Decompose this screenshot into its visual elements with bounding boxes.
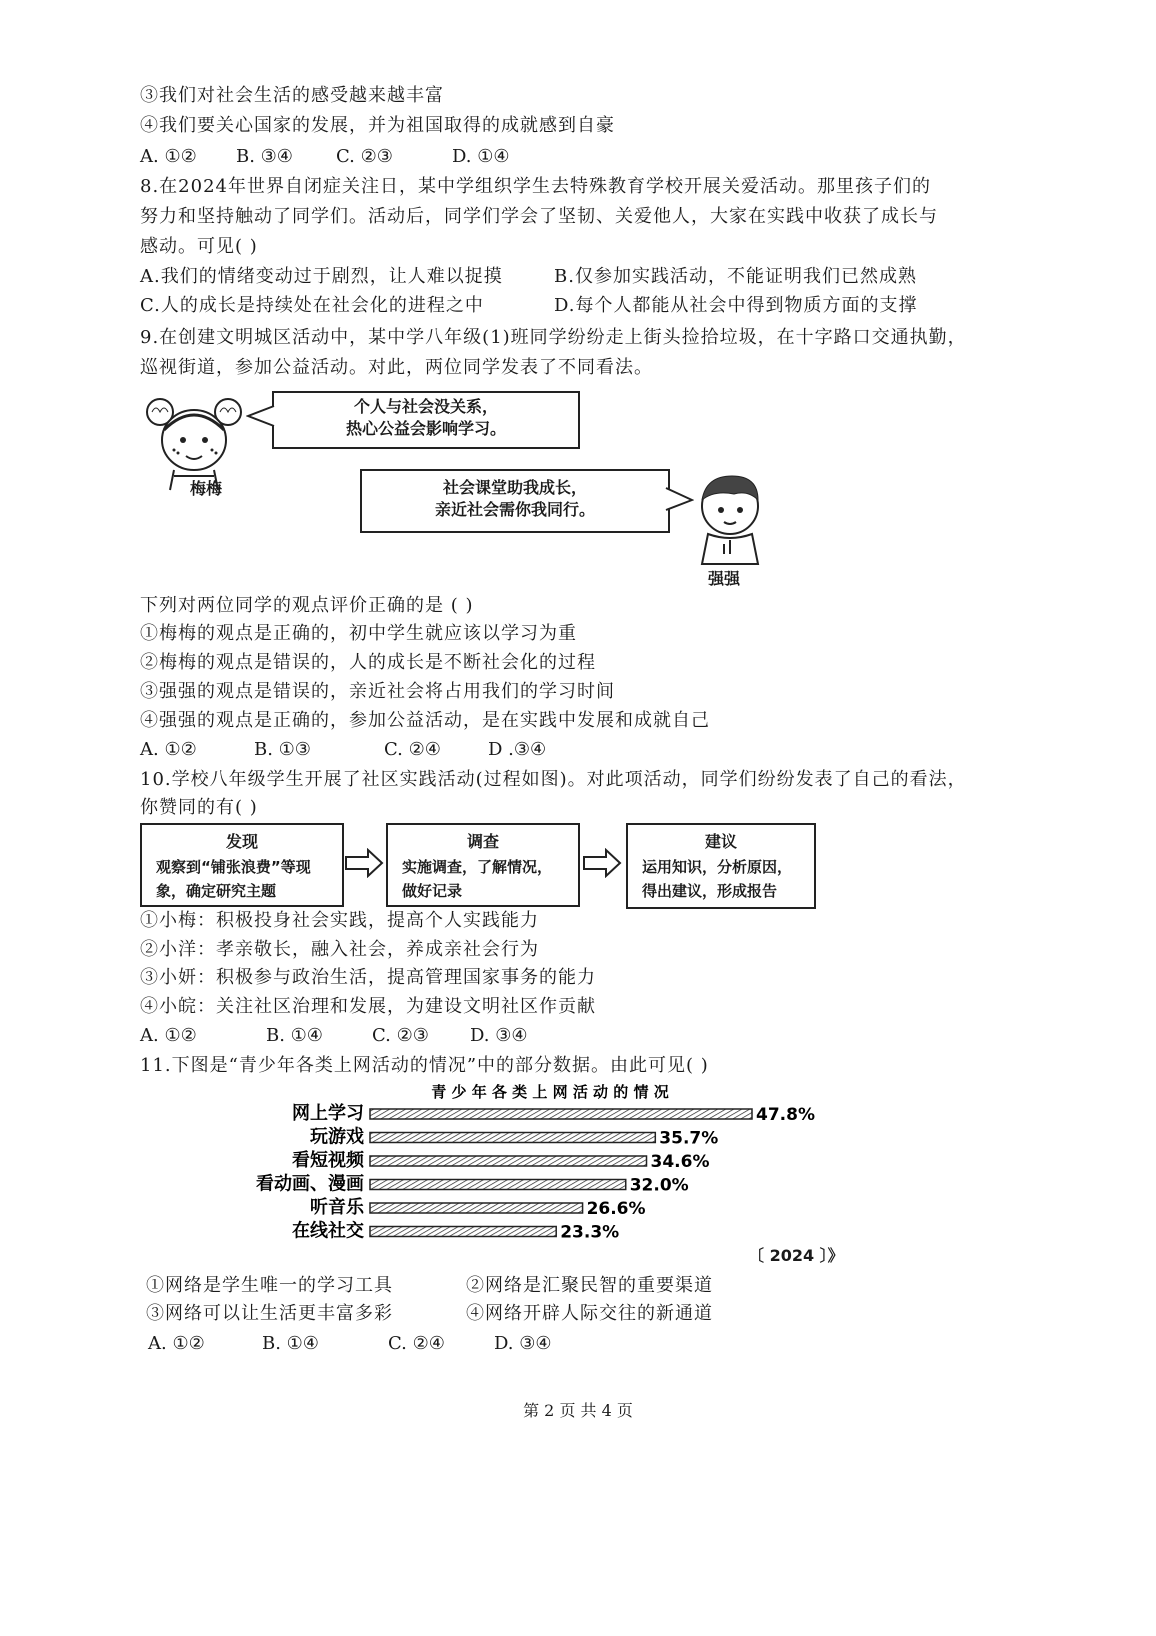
q9-item-4: ④强强的观点是正确的，参加公益活动，是在实践中发展和成就自己 (140, 710, 710, 731)
chart-value-label: 35.7% (659, 1128, 719, 1149)
chart-category-label: 玩游戏 (310, 1126, 364, 1148)
q9-stem-line-1: 9.在创建文明城区活动中，某中学八年级(1)班同学纷纷走上街头捡拾垃圾，在十字路口交通执勤， (140, 327, 967, 348)
flow-step-investigate-title: 调查 (466, 832, 499, 851)
chart-value-label: 34.6% (650, 1152, 710, 1172)
meimei-name: 梅梅 (190, 479, 223, 498)
meimei-speech-line-1: 个人与社会没关系， (353, 397, 498, 416)
chart-source-year: 〔 2024 〕》 (748, 1246, 844, 1265)
chart-category-label: 在线社交 (292, 1220, 364, 1242)
flow-step-discover (140, 823, 344, 907)
q8-stem-line-2: 努力和坚持触动了同学们。活动后，同学们学会了坚韧、关爱他人，大家在实践中收获了成长与 (140, 206, 938, 227)
flow-step-investigate (386, 823, 580, 907)
q10-option-a: A. ①② (140, 1025, 197, 1046)
q8-option-c: C.人的成长是持续处在社会化的进程之中 (140, 295, 484, 316)
page-footer: 第 2 页 共 4 页 (523, 1401, 633, 1420)
q11-option-b: B. ①④ (262, 1333, 319, 1354)
qiangqiang-speech-line-2: 亲近社会需你我同行。 (434, 500, 595, 519)
q9-option-c: C. ②④ (384, 739, 441, 760)
chart-bar (370, 1227, 556, 1237)
q8-option-a: A.我们的情绪变动过于剧烈，让人难以捉摸 (140, 266, 503, 287)
chart-bar (370, 1156, 647, 1166)
q11-stem: 11.下图是“青少年各类上网活动的情况”中的部分数据。由此可见( ) (140, 1055, 709, 1076)
q10-option-c: C. ②③ (372, 1025, 429, 1046)
q10-item-3: ③小妍：积极参与政治生活，提高管理国家事务的能力 (140, 967, 596, 988)
chart-bar (370, 1109, 752, 1119)
flow-step-discover-title: 发现 (225, 832, 258, 851)
flow-arrow-1-icon (344, 848, 384, 878)
chart-category-label: 看动画、漫画 (256, 1173, 364, 1195)
online-activity-bar-chart (180, 1082, 860, 1252)
q11-option-d: D. ③④ (494, 1333, 552, 1354)
q9-option-d: D .③④ (488, 739, 547, 760)
chart-bar (370, 1203, 583, 1213)
flow-step-investigate-text-2: 做好记录 (402, 882, 463, 900)
q9-option-a: A. ①② (140, 739, 197, 760)
q10-option-d: D. ③④ (470, 1025, 528, 1046)
q11-option-c: C. ②④ (388, 1333, 445, 1354)
meimei-bubble-tail (246, 404, 276, 428)
flow-step-discover-text-2: 象，确定研究主题 (156, 882, 277, 900)
q7-option-d: D. ①④ (452, 146, 510, 167)
q10-stem-line-2: 你赞同的有( ) (140, 797, 258, 818)
chart-category-label: 网上学习 (292, 1103, 364, 1124)
chart-category-label: 听音乐 (310, 1197, 364, 1218)
q11-option-a: A. ①② (148, 1333, 205, 1354)
q10-item-2: ②小洋：孝亲敬长，融入社会，养成亲社会行为 (140, 939, 539, 960)
q8-stem-line-1: 8.在2024年世界自闭症关注日，某中学组织学生去特殊教育学校开展关爱活动。那里孩子们的 (140, 176, 931, 197)
chart-value-label: 47.8% (756, 1105, 815, 1125)
qiangqiang-name: 强强 (708, 569, 741, 588)
boy-cartoon-icon (684, 474, 774, 566)
flow-arrow-2-icon (582, 848, 622, 878)
q11-item-1: ①网络是学生唯一的学习工具 (146, 1275, 393, 1296)
q8-option-d: D.每个人都能从社会中得到物质方面的支撑 (554, 295, 918, 316)
chart-category-label: 看短视频 (292, 1150, 364, 1171)
q9-question: 下列对两位同学的观点评价正确的是 ( ) (140, 595, 474, 616)
q8-option-b: B.仅参加实践活动，不能证明我们已然成熟 (554, 266, 917, 287)
q9-item-1: ①梅梅的观点是正确的，初中学生就应该以学习为重 (140, 623, 577, 644)
q9-item-3: ③强强的观点是错误的，亲近社会将占用我们的学习时间 (140, 681, 615, 702)
meimei-speech-bubble (272, 391, 580, 449)
q9-stem-line-2: 巡视街道，参加公益活动。对此，两位同学发表了不同看法。 (140, 357, 653, 378)
q11-item-3: ③网络可以让生活更丰富多彩 (146, 1303, 393, 1324)
flow-step-suggest-text-2: 得出建议，形成报告 (642, 882, 778, 900)
meimei-speech-line-2: 热心公益会影响学习。 (345, 419, 506, 438)
q7-option-a: A. ①② (140, 146, 197, 167)
flow-step-suggest-title: 建议 (704, 832, 737, 851)
q7-option-c: C. ②③ (336, 146, 393, 167)
qiangqiang-speech-bubble (360, 469, 670, 533)
q10-item-1: ①小梅：积极投身社会实践，提高个人实践能力 (140, 910, 539, 931)
q9-option-b: B. ①③ (254, 739, 311, 760)
q7-item-3: ③我们对社会生活的感受越来越丰富 (140, 85, 444, 106)
q10-stem-line-1: 10.学校八年级学生开展了社区实践活动(过程如图)。对此项活动，同学们纷纷发表了自己的看法， (140, 769, 967, 790)
q8-stem-line-3: 感动。可见( ) (140, 236, 258, 257)
q10-item-4: ④小皖：关注社区治理和发展，为建设文明社区作贡献 (140, 996, 596, 1017)
q11-item-4: ④网络开辟人际交往的新通道 (466, 1303, 713, 1324)
q9-item-2: ②梅梅的观点是错误的，人的成长是不断社会化的过程 (140, 652, 596, 673)
chart-value-label: 32.0% (629, 1175, 689, 1196)
flow-step-investigate-text-1: 实施调查，了解情况， (402, 858, 553, 876)
flow-step-suggest (626, 823, 816, 909)
q10-option-b: B. ①④ (266, 1025, 323, 1046)
q11-item-2: ②网络是汇聚民智的重要渠道 (466, 1275, 713, 1296)
chart-bar (370, 1180, 626, 1190)
chart-value-label: 26.6% (586, 1199, 646, 1219)
flow-step-suggest-text-1: 运用知识，分析原因， (642, 858, 793, 876)
q7-option-b: B. ③④ (236, 146, 293, 167)
chart-title: 青 少 年 各 类 上 网 活 动 的 情 况 (431, 1083, 669, 1101)
chart-value-label: 23.3% (560, 1222, 620, 1243)
flow-step-discover-text-1: 观察到“铺张浪费”等现 (156, 858, 311, 876)
q7-item-4: ④我们要关心国家的发展，并为祖国取得的成就感到自豪 (140, 115, 615, 136)
chart-bar (370, 1133, 655, 1143)
qiangqiang-speech-line-1: 社会课堂助我成长， (442, 478, 587, 497)
